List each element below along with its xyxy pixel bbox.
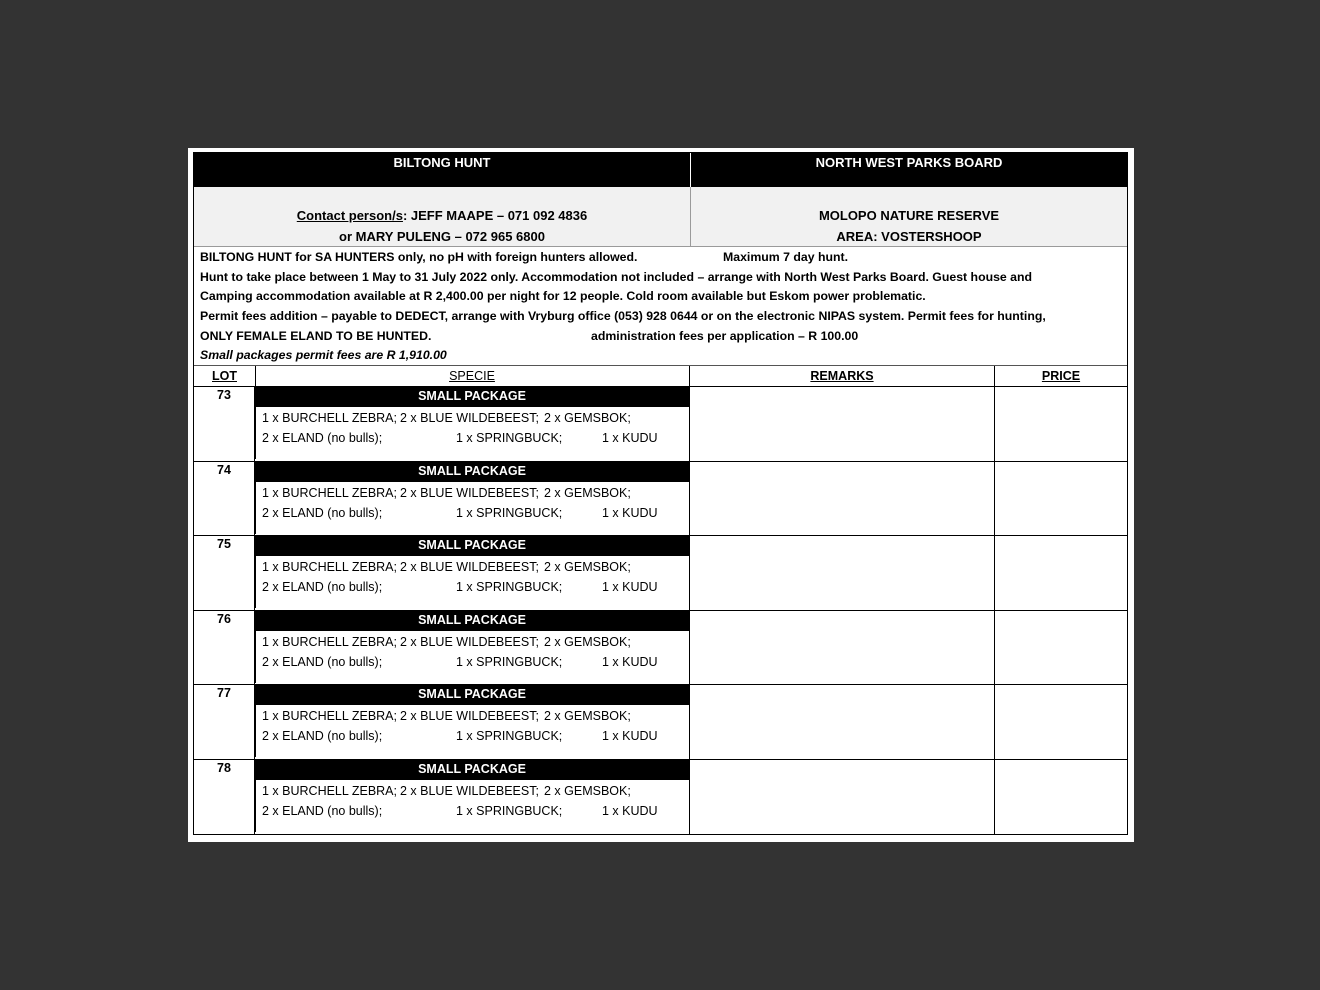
price-cell[interactable] xyxy=(995,462,1127,536)
animal-zebra: 1 x BURCHELL ZEBRA; xyxy=(262,485,397,500)
contact-label: Contact person/s xyxy=(296,208,403,223)
header-parks-board: NORTH WEST PARKS BOARD xyxy=(690,153,1127,187)
animals-line-1 xyxy=(256,781,689,801)
lot-number: 75 xyxy=(194,536,255,610)
specie-cell xyxy=(255,387,690,461)
package-animals xyxy=(255,631,689,683)
reserve-cell xyxy=(691,187,1127,246)
animal-kudu: 1 x KUDU xyxy=(602,654,658,669)
animals-line-1 xyxy=(256,408,689,428)
contact-row xyxy=(194,187,1127,247)
animal-zebra: 1 x BURCHELL ZEBRA; xyxy=(262,709,397,723)
animal-eland: 2 x ELAND (no bulls); xyxy=(262,803,383,818)
hunt-notes xyxy=(194,247,1127,366)
lot-number: 76 xyxy=(194,611,255,685)
animals-line-2 xyxy=(256,726,689,746)
specie-cell xyxy=(255,685,690,759)
column-header-row xyxy=(194,366,1127,387)
price-cell[interactable] xyxy=(995,611,1127,685)
package-title: SMALL PACKAGE xyxy=(255,387,689,407)
animals-line-2 xyxy=(256,428,689,448)
package-title: SMALL PACKAGE xyxy=(255,462,689,482)
document-page xyxy=(188,148,1134,842)
reserve-area: AREA: VOSTERSHOOP xyxy=(836,229,982,244)
animal-wildebeest: 2 x BLUE WILDEBEEST; xyxy=(400,709,539,723)
animal-springbuck: 1 x SPRINGBUCK; xyxy=(456,505,563,520)
animals-line-1 xyxy=(256,632,689,652)
lot-row xyxy=(194,685,1127,760)
animal-kudu: 1 x KUDU xyxy=(602,505,658,520)
contact-line-2: or MARY PULENG – 072 965 6800 xyxy=(339,229,545,244)
animal-wildebeest: 2 x BLUE WILDEBEEST; xyxy=(400,485,539,500)
animal-kudu: 1 x KUDU xyxy=(602,580,658,594)
price-cell[interactable] xyxy=(995,387,1127,461)
animal-wildebeest: 2 x BLUE WILDEBEEST; xyxy=(400,634,539,649)
notes-sa-hunters: BILTONG HUNT for SA HUNTERS only, no pH with foreign hunters allowed. xyxy=(200,250,638,264)
col-lot: LOT xyxy=(194,366,256,386)
notes-line-6: Small packages permit fees are R 1,910.00 xyxy=(200,348,447,363)
price-cell[interactable] xyxy=(995,760,1127,835)
notes-max-days: Maximum 7 day hunt. xyxy=(723,250,849,264)
lot-rows xyxy=(194,387,1127,834)
notes-admin-fees: administration fees per application – R 100.00 xyxy=(591,328,859,343)
animal-zebra: 1 x BURCHELL ZEBRA; xyxy=(262,634,397,649)
animal-zebra: 1 x BURCHELL ZEBRA; xyxy=(262,783,397,798)
hunt-table xyxy=(193,152,1128,835)
animal-springbuck: 1 x SPRINGBUCK; xyxy=(456,654,563,669)
contact-primary: : JEFF MAAPE – 071 092 4836 xyxy=(402,208,588,223)
package-title: SMALL PACKAGE xyxy=(255,536,689,556)
specie-cell xyxy=(255,611,690,685)
animal-gemsbok: 2 x GEMSBOK; xyxy=(544,709,631,723)
package-animals xyxy=(255,780,689,832)
lot-number: 78 xyxy=(194,760,255,835)
animal-eland: 2 x ELAND (no bulls); xyxy=(262,654,383,669)
notes-line-1 xyxy=(200,248,1121,268)
animal-eland: 2 x ELAND (no bulls); xyxy=(262,431,383,445)
animal-gemsbok: 2 x GEMSBOK; xyxy=(544,783,631,798)
animals-line-1 xyxy=(256,483,689,503)
remarks-cell[interactable] xyxy=(690,611,995,685)
col-specie: SPECIE xyxy=(255,366,690,386)
package-animals xyxy=(255,407,689,459)
remarks-cell[interactable] xyxy=(690,462,995,536)
animal-springbuck: 1 x SPRINGBUCK; xyxy=(456,580,563,594)
remarks-cell[interactable] xyxy=(690,536,995,610)
animal-kudu: 1 x KUDU xyxy=(602,431,658,445)
animal-wildebeest: 2 x BLUE WILDEBEEST; xyxy=(400,560,539,574)
animal-kudu: 1 x KUDU xyxy=(602,803,658,818)
lot-row xyxy=(194,387,1127,462)
specie-cell xyxy=(255,462,690,536)
animals-line-1 xyxy=(256,706,689,726)
lot-row xyxy=(194,611,1127,686)
animals-line-1 xyxy=(256,557,689,577)
animal-springbuck: 1 x SPRINGBUCK; xyxy=(456,729,563,743)
header-biltong-hunt: BILTONG HUNT xyxy=(393,155,491,170)
animals-line-2 xyxy=(256,577,689,597)
package-title: SMALL PACKAGE xyxy=(255,611,689,631)
contact-cell xyxy=(194,187,690,246)
animals-line-2 xyxy=(256,503,689,523)
specie-cell xyxy=(255,536,690,610)
notes-line-5 xyxy=(200,327,1121,347)
animal-gemsbok: 2 x GEMSBOK; xyxy=(544,411,631,425)
animal-wildebeest: 2 x BLUE WILDEBEEST; xyxy=(400,783,539,798)
animal-springbuck: 1 x SPRINGBUCK; xyxy=(456,431,563,445)
animal-gemsbok: 2 x GEMSBOK; xyxy=(544,634,631,649)
lot-row xyxy=(194,536,1127,611)
remarks-cell[interactable] xyxy=(690,387,995,461)
remarks-cell[interactable] xyxy=(690,760,995,835)
lot-number: 73 xyxy=(194,387,255,461)
header-row xyxy=(194,153,1127,187)
animals-line-2 xyxy=(256,652,689,672)
animal-gemsbok: 2 x GEMSBOK; xyxy=(544,485,631,500)
specie-cell xyxy=(255,760,690,835)
notes-line-3: Camping accommodation available at R 2,400.00 per night for 12 people. Cold room available but Eskom power problematic. xyxy=(200,289,926,304)
lot-number: 74 xyxy=(194,462,255,536)
animal-zebra: 1 x BURCHELL ZEBRA; xyxy=(262,560,397,574)
notes-line-4: Permit fees addition – payable to DEDECT, arrange with Vryburg office (053) 928 0644 or on the electronic NIPAS system. Permit fees for hunting, xyxy=(200,309,1046,324)
animal-eland: 2 x ELAND (no bulls); xyxy=(262,729,383,743)
col-price: PRICE xyxy=(1041,369,1081,383)
col-remarks: REMARKS xyxy=(690,366,995,386)
price-cell[interactable] xyxy=(995,536,1127,610)
animal-eland: 2 x ELAND (no bulls); xyxy=(262,505,383,520)
animal-springbuck: 1 x SPRINGBUCK; xyxy=(456,803,563,818)
animal-gemsbok: 2 x GEMSBOK; xyxy=(544,560,631,574)
animal-eland: 2 x ELAND (no bulls); xyxy=(262,580,383,594)
package-animals xyxy=(255,705,689,757)
package-title: SMALL PACKAGE xyxy=(255,685,689,705)
price-cell[interactable] xyxy=(995,685,1127,759)
remarks-cell[interactable] xyxy=(690,685,995,759)
reserve-name: MOLOPO NATURE RESERVE xyxy=(818,208,1000,223)
animal-kudu: 1 x KUDU xyxy=(602,729,658,743)
animal-wildebeest: 2 x BLUE WILDEBEEST; xyxy=(400,411,539,425)
notes-female-eland: ONLY FEMALE ELAND TO BE HUNTED. xyxy=(200,328,432,343)
lot-row xyxy=(194,760,1127,835)
package-animals xyxy=(255,556,689,608)
lot-number: 77 xyxy=(194,685,255,759)
animal-zebra: 1 x BURCHELL ZEBRA; xyxy=(262,411,397,425)
package-title: SMALL PACKAGE xyxy=(255,760,689,780)
notes-line-2: Hunt to take place between 1 May to 31 July 2022 only. Accommodation not included – arrange with North West Parks Board. Guest house and xyxy=(200,269,1033,284)
animals-line-2 xyxy=(256,801,689,821)
lot-row xyxy=(194,462,1127,537)
contact-line-1 xyxy=(194,205,690,226)
package-animals xyxy=(255,482,689,534)
